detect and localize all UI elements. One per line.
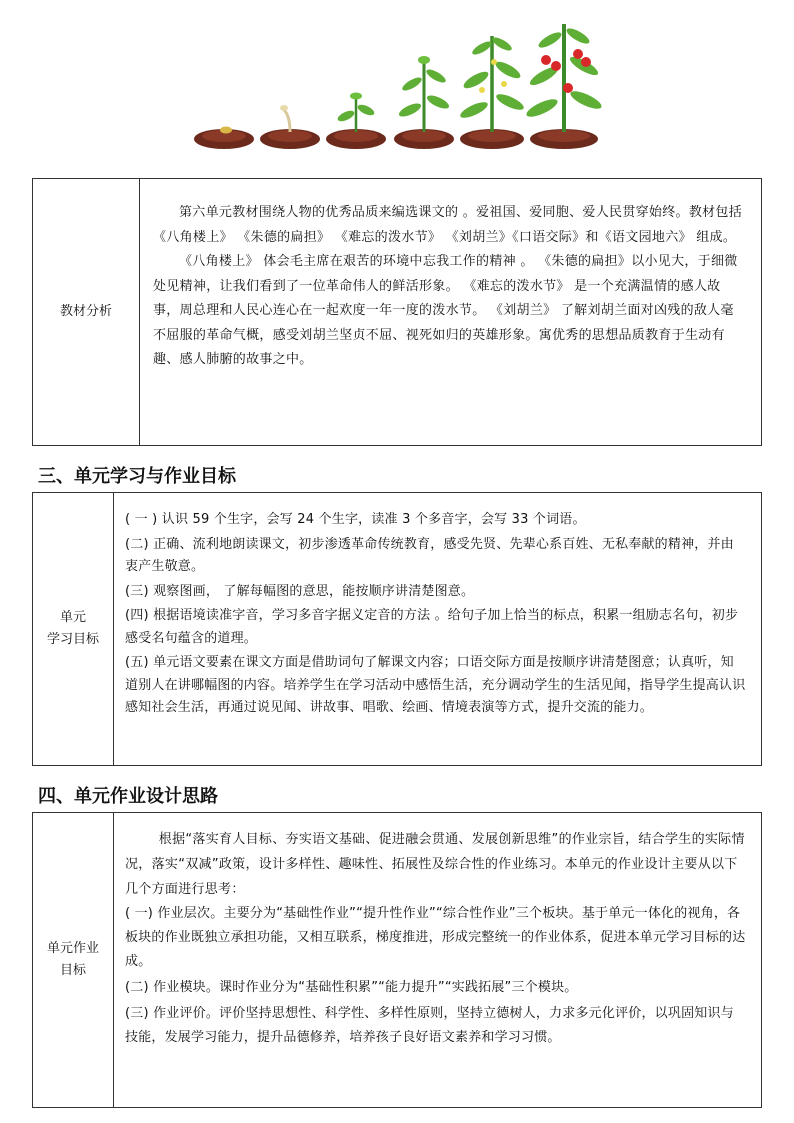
homework-design-content (113, 813, 761, 1107)
soil-mound-3-icon (326, 93, 386, 150)
homework-design-label-line2: 目标 (59, 963, 86, 978)
homework-design-item: (二) 作业模块。课时作业分为“基础性积累”“能力提升”“实践拓展”三个模块。 (125, 980, 578, 995)
learning-goals-content (113, 493, 761, 765)
soil-mound-2-icon (260, 105, 320, 149)
analysis-paragraph-2: 《八角楼上》 体会毛主席在艰苦的环境中忘我工作的精神 。 《朱德的扁担》以小见大，于细微处见精神，让我们看到了一位革命伟人的鲜活形象。 《难忘的泼水节》 是一个充满温情的感人故事，周总理和人民心连心在一起欢度一年一度的泼水节。 《刘胡兰》 了解刘胡兰面对凶残的敌人毫不屈服的革命气概，感受刘胡兰坚贞不屈、视死如归的英雄形象。寓优秀的思想品质教育于生动有趣、感人肺腑的故事之中。 (153, 254, 738, 367)
section-3-heading: 三、单元学习与作业目标 (38, 466, 236, 487)
textbook-analysis-table (32, 178, 762, 446)
learning-goals-label-line1: 单元 (59, 610, 86, 625)
homework-design-table (32, 812, 762, 1108)
textbook-analysis-label-text: 教材分析 (59, 304, 112, 319)
section-4-heading: 四、单元作业设计思路 (38, 786, 218, 807)
learning-goal-item: (五) 单元语文要素在课文方面是借助词句了解课文内容；口语交际方面是按顺序讲清楚图意；认真听，知道别人在讲哪幅图的内容。培养学生在学习活动中感悟生活，充分调动学生的生活见闻，指导学生提高认识感知社会生活，再通过说见闻、讲故事、唱歌、绘画、情境表演等方式，提升交流的能力。 (125, 655, 746, 715)
learning-goals-table (32, 492, 762, 766)
learning-goal-item: ( 一 ) 认识 59 个生字，会写 24 个生字，读准 3 个多音字，会写 33 个词语。 (125, 512, 586, 527)
learning-goals-label-line2: 学习目标 (46, 632, 99, 647)
learning-goals-label (33, 493, 114, 765)
soil-mound-5-icon (458, 35, 525, 149)
textbook-analysis-content (139, 179, 761, 445)
soil-mound-1-icon (194, 127, 254, 150)
homework-design-label-line1: 单元作业 (46, 941, 99, 956)
homework-intro-paragraph: 根据“落实育人目标、夯实语文基础、促进融会贯通、发展创新思维”的作业宗旨，结合学生的实际情况，落实“双减”政策，设计多样性、趣味性、拓展性及综合性的作业练习。本单元的作业设计主要从以下几个方面进行思考： (125, 832, 745, 897)
learning-goal-item: (四) 根据语境读准字音，学习多音字据义定音的方法 。给句子加上恰当的标点，积累一组励志名句，初步感受名句蕴含的道理。 (125, 608, 739, 646)
textbook-analysis-label (33, 179, 140, 445)
learning-goal-item: (三) 观察图画， 了解每幅图的意思，能按顺序讲清楚图意。 (125, 583, 475, 599)
soil-mound-4-icon (394, 56, 454, 149)
homework-design-item: ( 一) 作业层次。主要分为“基础性作业”“提升性作业”“综合性作业”三个板块。基于单元一体化的视角，各板块的作业既独立承担功能，又相互联系，梯度推进，形成完整统一的作业体系，促进本单元学习目标的达成。 (125, 906, 746, 969)
plant-growth-illustration (186, 18, 626, 154)
learning-goal-item: (二) 正确、流利地朗读课文，初步渗透革命传统教育，感受先贤、先辈心系百姓、无私奉献的精神，并由衷产生敬意。 (125, 536, 734, 574)
homework-design-item: (三) 作业评价。评价坚持思想性、科学性、多样性原则，坚持立德树人，力求多元化评价，以巩固知识与技能，发展学习能力，提升品德修养，培养孩子良好语文素养和学习习惯。 (125, 1006, 734, 1045)
analysis-paragraph-1: 第六单元教材围绕人物的优秀品质来编选课文的 。爱祖国、爱同胞、爱人民贯穿始终。教材包括《八角楼上》 《朱德的扁担》 《难忘的泼水节》 《刘胡兰》《口语交际》和《语文园地六》 组成。 (153, 205, 743, 245)
homework-design-label (33, 813, 114, 1107)
soil-mound-6-icon (524, 24, 603, 149)
